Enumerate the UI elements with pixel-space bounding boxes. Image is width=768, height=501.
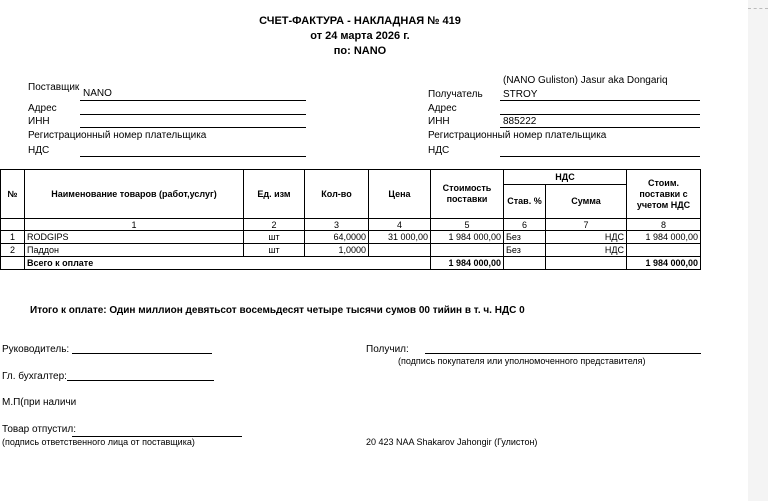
recipient-value-line2: STROY xyxy=(503,89,538,100)
supplier-line xyxy=(80,100,306,101)
supplier-vat-label: НДС xyxy=(28,145,50,156)
row-no: 1 xyxy=(1,231,25,244)
released-label: Товар отпустил: xyxy=(2,424,76,435)
row-total xyxy=(627,244,701,257)
row-unit: шт xyxy=(244,244,305,257)
header-cost: Стоимость поставки xyxy=(431,170,504,219)
payment-summary: Итого к оплате: Один миллион девятьсот восемьдесят четыре тысячи сумов 00 тийин в т. ч. НДС 0 xyxy=(30,305,525,316)
recipient-line xyxy=(500,100,700,101)
row-name: RODGIPS xyxy=(25,231,244,244)
received-note: (подпись покупателя или уполномоченного представителя) xyxy=(398,356,646,366)
col-num: 2 xyxy=(244,219,305,231)
supplier-address-label: Адрес xyxy=(28,103,57,114)
row-cost: 1 984 000,00 xyxy=(431,231,504,244)
header-name: Наименование товаров (работ,услуг) xyxy=(25,170,244,219)
row-qty: 64,0000 xyxy=(305,231,369,244)
recipient-vat-line xyxy=(500,156,700,157)
supplier-vat-line xyxy=(80,156,306,157)
supplier-label: Поставщик xyxy=(28,82,80,93)
invoice-table xyxy=(0,169,701,270)
received-line xyxy=(425,353,701,354)
column-number-row xyxy=(1,219,701,231)
header-vat-sum: Сумма xyxy=(546,185,627,219)
recipient-inn-value: 885222 xyxy=(503,116,537,127)
stamp-label: М.П(при наличи xyxy=(2,397,77,408)
recipient-inn-label: ИНН xyxy=(428,116,450,127)
document-by: по: NANO xyxy=(333,45,387,57)
header-no: № xyxy=(1,170,25,219)
row-vat-sum: НДС xyxy=(546,231,627,244)
table-row xyxy=(1,244,701,257)
document-date: от 24 марта 2026 г. xyxy=(310,30,410,42)
row-cost xyxy=(431,244,504,257)
supplier-inn-line xyxy=(80,127,306,128)
received-label: Получил: xyxy=(366,344,409,355)
col-num: 4 xyxy=(369,219,431,231)
recipient-address-label: Адрес xyxy=(428,103,457,114)
recipient-address-line xyxy=(500,114,700,115)
header-price: Цена xyxy=(369,170,431,219)
col-num: 7 xyxy=(546,219,627,231)
row-vat-rate: Без xyxy=(504,244,546,257)
supplier-value: NANO xyxy=(83,88,112,99)
total-label: Всего к оплате xyxy=(25,257,431,270)
table-row xyxy=(1,231,701,244)
row-no: 2 xyxy=(1,244,25,257)
recipient-label: Получатель xyxy=(428,89,483,100)
total-row xyxy=(1,257,701,270)
row-vat-rate: Без xyxy=(504,231,546,244)
header-unit: Ед. изм xyxy=(244,170,305,219)
released-note: (подпись ответственного лица от поставщика) xyxy=(2,437,195,447)
supplier-inn-label: ИНН xyxy=(28,116,50,127)
row-name: Паддон xyxy=(25,244,244,257)
header-total-with-vat: Стоим. поставки с учетом НДС xyxy=(627,170,701,219)
col-num: 8 xyxy=(627,219,701,231)
supplier-reg-label: Регистрационный номер плательщика xyxy=(28,130,207,141)
col-num: 1 xyxy=(25,219,244,231)
accountant-line xyxy=(67,380,214,381)
header-vat-rate: Став. % xyxy=(504,185,546,219)
page-edge xyxy=(748,0,768,501)
row-price xyxy=(369,244,431,257)
col-num: 5 xyxy=(431,219,504,231)
director-line xyxy=(72,353,212,354)
col-num: 6 xyxy=(504,219,546,231)
document-title: СЧЕТ-ФАКТУРА - НАКЛАДНАЯ № 419 xyxy=(259,15,461,27)
recipient-reg-label: Регистрационный номер плательщика xyxy=(428,130,607,141)
supplier-address-line xyxy=(80,114,306,115)
page-edge-mark xyxy=(748,8,768,9)
director-label: Руководитель: xyxy=(2,344,70,355)
header-qty: Кол-во xyxy=(305,170,369,219)
total-cost: 1 984 000,00 xyxy=(431,257,504,270)
recipient-vat-label: НДС xyxy=(428,145,450,156)
total-with-vat: 1 984 000,00 xyxy=(627,257,701,270)
row-vat-sum: НДС xyxy=(546,244,627,257)
col-num: 3 xyxy=(305,219,369,231)
accountant-label: Гл. бухгалтер: xyxy=(2,371,67,382)
row-total: 1 984 000,00 xyxy=(627,231,701,244)
row-price: 31 000,00 xyxy=(369,231,431,244)
row-unit: шт xyxy=(244,231,305,244)
header-vat: НДС xyxy=(504,170,627,185)
row-qty: 1,0000 xyxy=(305,244,369,257)
recipient-value-line1: (NANO Guliston) Jasur aka Dongariq xyxy=(503,75,668,86)
recipient-inn-line xyxy=(500,127,700,128)
agent-info: 20 423 NAA Shakarov Jahongir (Гулистон) xyxy=(366,437,538,447)
